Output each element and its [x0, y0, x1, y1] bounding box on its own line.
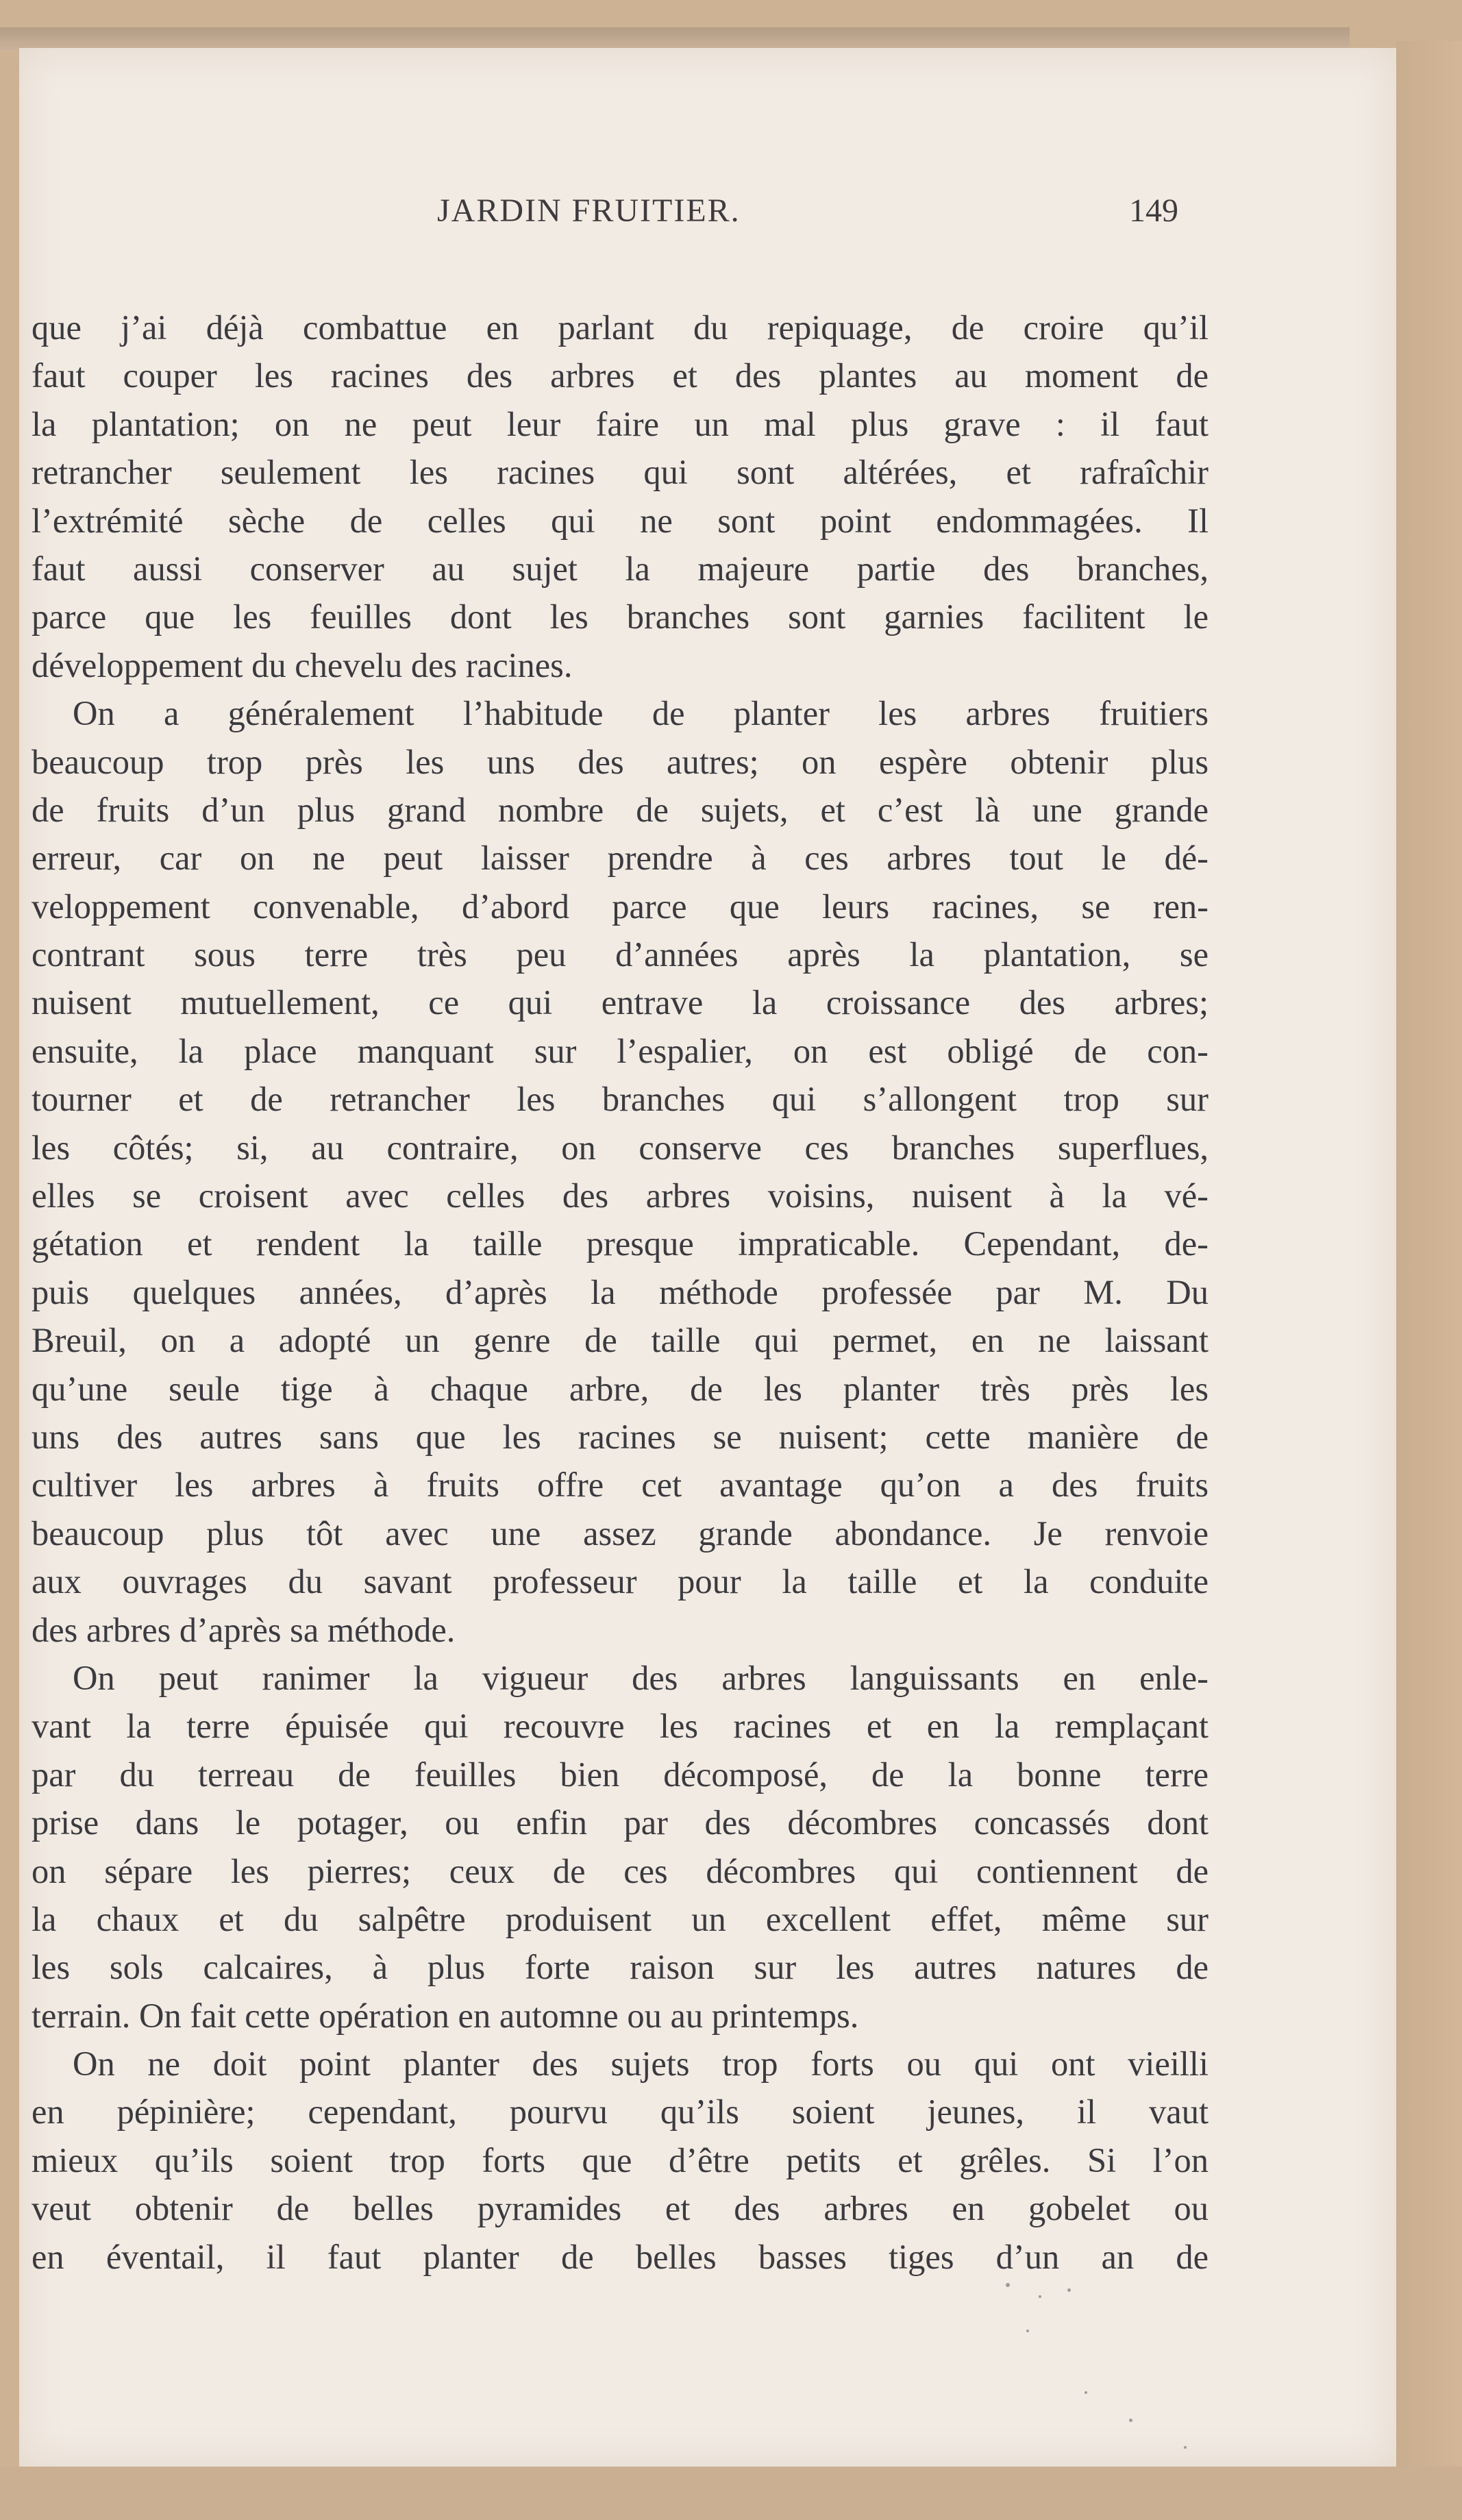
page-number: 149	[1129, 193, 1178, 229]
text-line: on sépare les pierres; ceux de ces décombres qui contiennent de	[32, 1851, 1209, 1890]
text-line: aux ouvrages du savant professeur pour la taille et la conduite	[32, 1562, 1209, 1601]
text-line: les sols calcaires, à plus forte raison sur les autres natures de	[32, 1948, 1209, 1987]
print-speck	[1006, 2283, 1010, 2287]
text-line: veut obtenir de belles pyramides et des arbres en gobelet ou	[32, 2189, 1209, 2228]
print-speck	[1184, 2446, 1187, 2449]
text-line: que j’ai déjà combattue en parlant du repiquage, de croire qu’il	[32, 308, 1209, 347]
text-line: les côtés; si, au contraire, on conserve ces branches superflues,	[32, 1128, 1209, 1167]
page-right-edge	[1396, 41, 1462, 2480]
text-line: beaucoup trop près les uns des autres; on espère obtenir plus	[32, 742, 1209, 781]
text-line: nuisent mutuellement, ce qui entrave la croissance des arbres;	[32, 983, 1209, 1022]
page-bottom-edge	[0, 2467, 1462, 2520]
text-line: gétation et rendent la taille presque impraticable. Cependant, de-	[32, 1224, 1209, 1263]
paragraph-first-line: On ne doit point planter des sujets trop forts ou qui ont vieilli	[73, 2045, 1209, 2084]
page-top-edge	[0, 27, 1350, 51]
print-speck	[1129, 2419, 1132, 2422]
print-speck	[1026, 2330, 1029, 2332]
print-speck	[1039, 2295, 1041, 2298]
text-line: puis quelques années, d’après la méthode professée par M. Du	[32, 1272, 1209, 1311]
text-line: prise dans le potager, ou enfin par des décombres concassés dont	[32, 1803, 1209, 1842]
text-line: parce que les feuilles dont les branches sont garnies facilitent le	[32, 597, 1209, 637]
text-line: qu’une seule tige à chaque arbre, de les planter très près les	[32, 1369, 1209, 1408]
text-line: uns des autres sans que les racines se nuisent; cette manière de	[32, 1417, 1209, 1456]
text-line: erreur, car on ne peut laisser prendre à ces arbres tout le dé-	[32, 839, 1209, 878]
text-line: développement du chevelu des racines.	[32, 645, 573, 684]
text-line: en éventail, il faut planter de belles basses tiges d’un an de	[32, 2237, 1209, 2276]
paragraph-first-line: On peut ranimer la vigueur des arbres languissants en enle-	[73, 1658, 1209, 1697]
page-header	[19, 192, 1396, 247]
paragraph-first-line: On a généralement l’habitude de planter les arbres fruitiers	[73, 694, 1209, 733]
body-text	[32, 304, 1209, 2281]
text-line: la plantation; on ne peut leur faire un mal plus grave : il faut	[32, 404, 1209, 443]
text-line: ensuite, la place manquant sur l’espalier, on est obligé de con-	[32, 1031, 1209, 1070]
running-title: JARDIN FRUITIER.	[437, 193, 741, 229]
text-line: vant la terre épuisée qui recouvre les racines et en la remplaçant	[32, 1707, 1209, 1746]
text-line: cultiver les arbres à fruits offre cet avantage qu’on a des fruits	[32, 1466, 1209, 1505]
text-line: l’extrémité sèche de celles qui ne sont point endommagées. Il	[32, 501, 1209, 540]
text-line: faut couper les racines des arbres et des plantes au moment de	[32, 356, 1209, 395]
text-line: mieux qu’ils soient trop forts que d’être petits et grêles. Si l’on	[32, 2140, 1209, 2179]
text-line: veloppement convenable, d’abord parce que leurs racines, se ren-	[32, 887, 1209, 926]
text-line: la chaux et du salpêtre produisent un excellent effet, même sur	[32, 1899, 1209, 1938]
text-line: en pépinière; cependant, pourvu qu’ils soient jeunes, il vaut	[32, 2092, 1209, 2132]
text-line: Breuil, on a adopté un genre de taille qui permet, en ne laissant	[32, 1321, 1209, 1360]
text-line: par du terreau de feuilles bien décomposé, de la bonne terre	[32, 1755, 1209, 1794]
text-line: des arbres d’après sa méthode.	[32, 1610, 456, 1649]
text-line: de fruits d’un plus grand nombre de sujets, et c’est là une grande	[32, 790, 1209, 829]
text-line: elles se croisent avec celles des arbres voisins, nuisent à la vé-	[32, 1176, 1209, 1215]
text-line: contrant sous terre très peu d’années après la plantation, se	[32, 935, 1209, 974]
print-speck	[1067, 2288, 1071, 2292]
text-line: tourner et de retrancher les branches qui s’allongent trop sur	[32, 1080, 1209, 1119]
text-line: beaucoup plus tôt avec une assez grande abondance. Je renvoie	[32, 1514, 1209, 1553]
text-line: retrancher seulement les racines qui sont altérées, et rafraîchir	[32, 453, 1209, 492]
print-speck	[1085, 2391, 1087, 2394]
text-line: terrain. On fait cette opération en automne ou au printemps.	[32, 1996, 859, 2035]
text-line: faut aussi conserver au sujet la majeure partie des branches,	[32, 549, 1209, 588]
book-page	[19, 48, 1396, 2467]
